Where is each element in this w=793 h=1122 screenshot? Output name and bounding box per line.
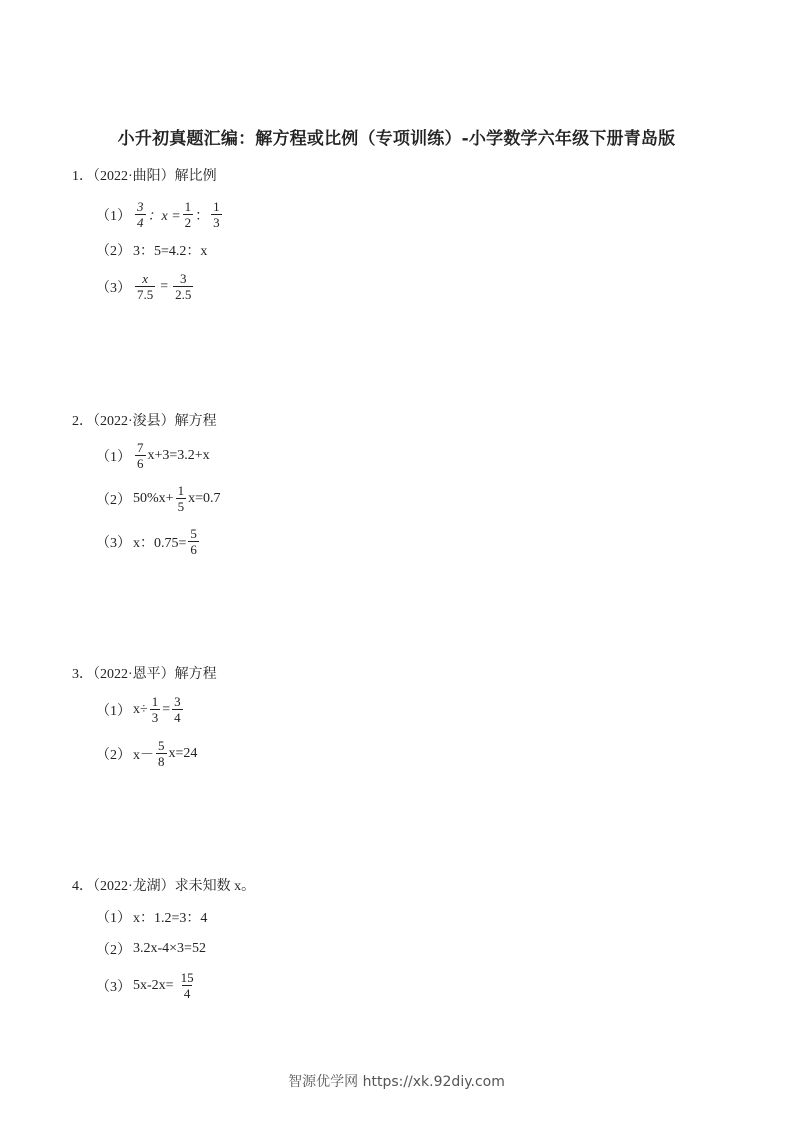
denominator: 4 xyxy=(174,710,181,725)
expression-text: x÷ xyxy=(133,701,148,717)
fraction xyxy=(172,695,183,724)
expression-text: x+3=3.2+x xyxy=(147,447,210,463)
numerator: 1 xyxy=(151,694,159,709)
expression-text: ： xyxy=(195,208,210,224)
fraction xyxy=(135,200,146,229)
numerator: 1 xyxy=(213,199,220,214)
page-title: 小升初真题汇编：解方程或比例（专项训练）-小学数学六年级下册青岛版 xyxy=(117,129,676,149)
item-number: （3） xyxy=(96,979,131,995)
numerator: 15 xyxy=(180,970,194,985)
q1-item-2 xyxy=(96,240,207,260)
item-number: （2） xyxy=(96,492,131,508)
item-number: （1） xyxy=(96,449,131,465)
item-number: （1） xyxy=(96,703,131,719)
denominator: 3 xyxy=(213,215,220,230)
q4-item-2 xyxy=(96,939,206,959)
denominator: 6 xyxy=(190,542,197,557)
fraction xyxy=(135,272,155,301)
q1-item-3 xyxy=(96,272,195,301)
item-number: （2） xyxy=(96,747,131,763)
q1-item-1 xyxy=(96,200,224,229)
expression-text: 50%x+ xyxy=(133,490,174,506)
expression-text: 3.2x-4×3=52 xyxy=(133,941,206,956)
expression-text: x－ xyxy=(133,747,154,763)
expression-text: ：x = xyxy=(147,208,181,224)
denominator: 2.5 xyxy=(175,287,192,302)
fraction xyxy=(179,971,196,1000)
question-2-heading: 2．（2022·浚县）解方程 xyxy=(72,414,217,429)
numerator: 5 xyxy=(158,738,165,753)
fraction xyxy=(176,484,187,513)
numerator: 3 xyxy=(174,694,181,709)
expression-text: = xyxy=(162,701,171,717)
numerator: 3 xyxy=(180,271,187,286)
fraction xyxy=(156,739,167,768)
question-3-heading: 3．（2022·恩平）解方程 xyxy=(72,667,217,682)
numerator: 7 xyxy=(137,440,144,455)
denominator: 2 xyxy=(184,215,192,230)
fraction xyxy=(183,200,194,229)
expression-text: = xyxy=(160,278,169,294)
fraction xyxy=(150,695,161,724)
numerator: x xyxy=(142,271,149,286)
expression-text: x=0.7 xyxy=(188,490,221,506)
question-1-heading: 1．（2022·曲阳）解比例 xyxy=(72,169,217,184)
q4-item-1 xyxy=(96,907,207,927)
question-4-heading: 4．（2022·龙湖）求未知数 x。 xyxy=(72,879,256,894)
q2-item-1 xyxy=(96,441,210,470)
numerator: 1 xyxy=(177,483,185,498)
numerator: 1 xyxy=(184,199,192,214)
expression-text: 5x-2x= xyxy=(133,977,174,993)
denominator: 3 xyxy=(151,710,159,725)
expression-text: x：1.2=3：4 xyxy=(133,911,208,926)
q4-item-3 xyxy=(96,971,198,1000)
fraction xyxy=(211,200,222,229)
denominator: 4 xyxy=(137,215,144,230)
q2-item-3 xyxy=(96,527,201,556)
numerator: 3 xyxy=(137,199,144,214)
numerator: 5 xyxy=(190,526,197,541)
q2-item-2 xyxy=(96,484,220,513)
expression-text: x：0.75= xyxy=(133,535,187,551)
q3-item-1 xyxy=(96,695,185,724)
denominator: 4 xyxy=(183,986,191,1001)
denominator: 7.5 xyxy=(137,287,154,302)
item-number: （3） xyxy=(96,280,131,296)
denominator: 6 xyxy=(137,456,144,471)
denominator: 8 xyxy=(158,754,165,769)
item-number: （3） xyxy=(96,535,131,551)
item-number: （2） xyxy=(96,244,131,259)
fraction xyxy=(188,527,199,556)
item-number: （2） xyxy=(96,943,131,958)
fraction xyxy=(135,441,146,470)
denominator: 5 xyxy=(177,499,185,514)
q3-item-2 xyxy=(96,739,197,768)
expression-text: x=24 xyxy=(168,745,198,761)
footer-watermark: 智源优学网 https://xk.92diy.com xyxy=(288,1074,505,1090)
fraction xyxy=(173,272,193,301)
item-number: （1） xyxy=(96,208,131,224)
expression-text: 3：5=4.2：x xyxy=(133,244,208,259)
item-number: （1） xyxy=(96,911,131,926)
